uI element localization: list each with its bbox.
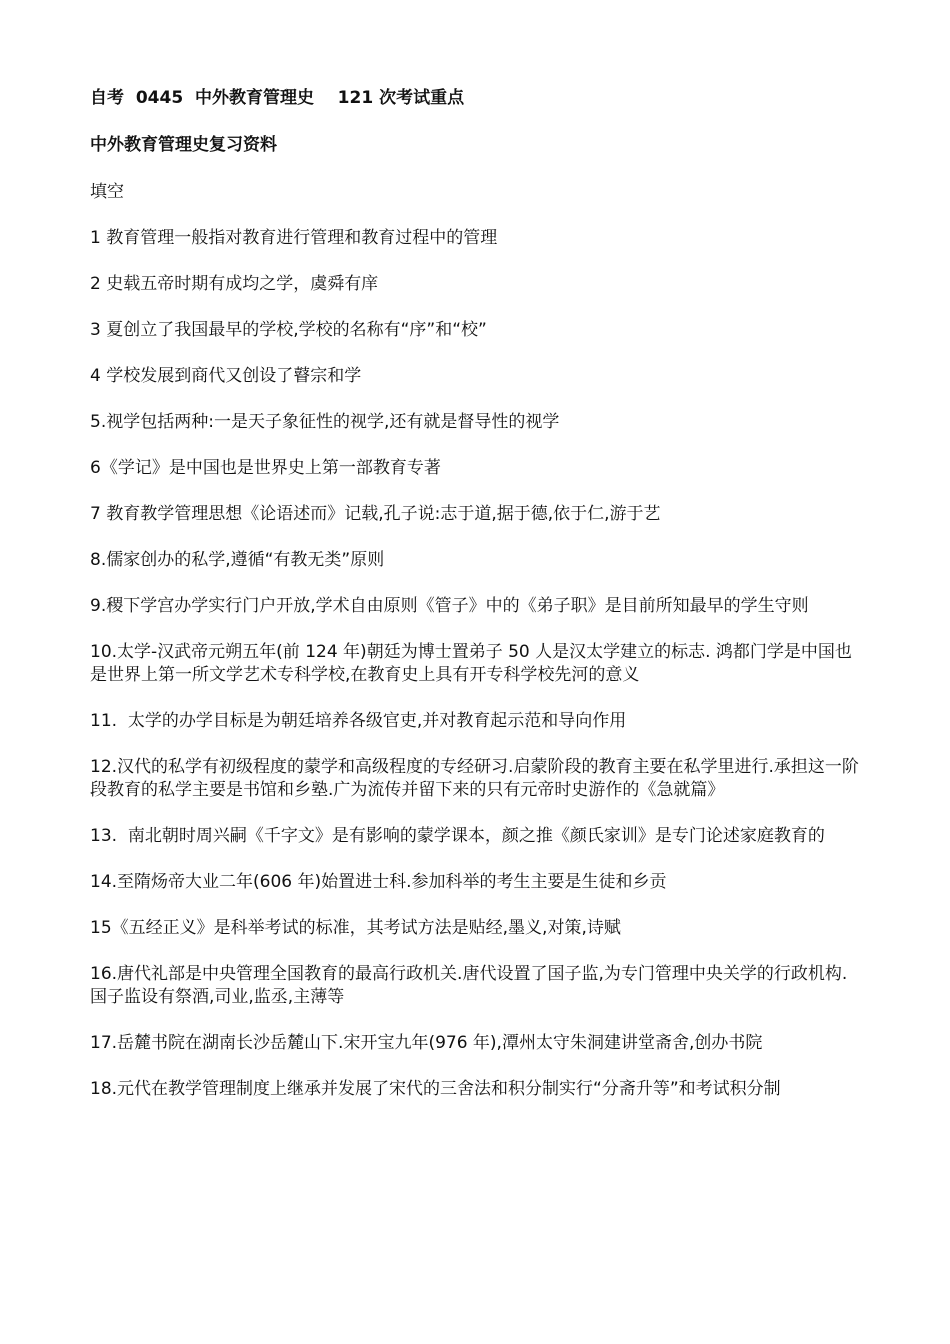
- list-item: 5.视学包括两种:一是天子象征性的视学,还有就是督导性的视学: [90, 412, 560, 432]
- section-label-fill-in: 填空: [90, 182, 124, 202]
- list-item: 7 教育教学管理思想《论语述而》记载,孔子说:志于道,据于德,依于仁,游于艺: [90, 504, 661, 524]
- list-item: 2 史载五帝时期有成均之学，虞舜有庠: [90, 274, 379, 294]
- list-item: 16.唐代礼部是中央管理全国教育的最高行政机关.唐代设置了国子监,为专门管理中央关学的行政机构.国子监设有祭酒,司业,监丞,主薄等: [90, 964, 848, 1007]
- list-item: 12.汉代的私学有初级程度的蒙学和高级程度的专经研习.启蒙阶段的教育主要在私学里进行.承担这一阶段教育的私学主要是书馆和乡塾.广为流传并留下来的只有元帝时史游作的《急就篇》: [90, 757, 859, 800]
- list-item: 3 夏创立了我国最早的学校,学校的名称有“序”和“校”: [90, 320, 487, 340]
- list-item: 15《五经正义》是科举考试的标准，其考试方法是贴经,墨义,对策,诗赋: [90, 918, 621, 938]
- list-item: 4 学校发展到商代又创设了瞽宗和学: [90, 366, 362, 386]
- document-content: [90, 86, 864, 1124]
- list-item: 6《学记》是中国也是世界史上第一部教育专著: [90, 458, 441, 478]
- list-item: 8.儒家创办的私学,遵循“有教无类”原则: [90, 550, 385, 570]
- document-title: 自考 0445 中外教育管理史 121 次考试重点: [90, 88, 465, 108]
- list-item: 10.太学-汉武帝元朔五年(前 124 年)朝廷为博士置弟子 50 人是汉太学建立的标志. 鸿都门学是中国也是世界上第一所文学艺术专科学校,在教育史上具有开专科学校先河的意义: [90, 642, 852, 685]
- list-item: 14.至隋炀帝大业二年(606 年)始置进士科.参加科举的考生主要是生徒和乡贡: [90, 872, 667, 892]
- list-item: 13. 南北朝时周兴嗣《千字文》是有影响的蒙学课本，颜之推《颜氏家训》是专门论述家庭教育的: [90, 826, 825, 846]
- list-item: 1 教育管理一般指对教育进行管理和教育过程中的管理: [90, 228, 498, 248]
- list-item: 11. 太学的办学目标是为朝廷培养各级官吏,并对教育起示范和导向作用: [90, 711, 627, 731]
- document-subtitle: 中外教育管理史复习资料: [90, 135, 277, 155]
- list-item: 9.稷下学宫办学实行门户开放,学术自由原则《管子》中的《弟子职》是目前所知最早的学生守则: [90, 596, 809, 616]
- list-item: 18.元代在教学管理制度上继承并发展了宋代的三舍法和积分制实行“分斋升等”和考试积分制: [90, 1079, 781, 1099]
- list-item: 17.岳麓书院在湖南长沙岳麓山下.宋开宝九年(976 年),潭州太守朱洞建讲堂斋舍,创办书院: [90, 1033, 763, 1053]
